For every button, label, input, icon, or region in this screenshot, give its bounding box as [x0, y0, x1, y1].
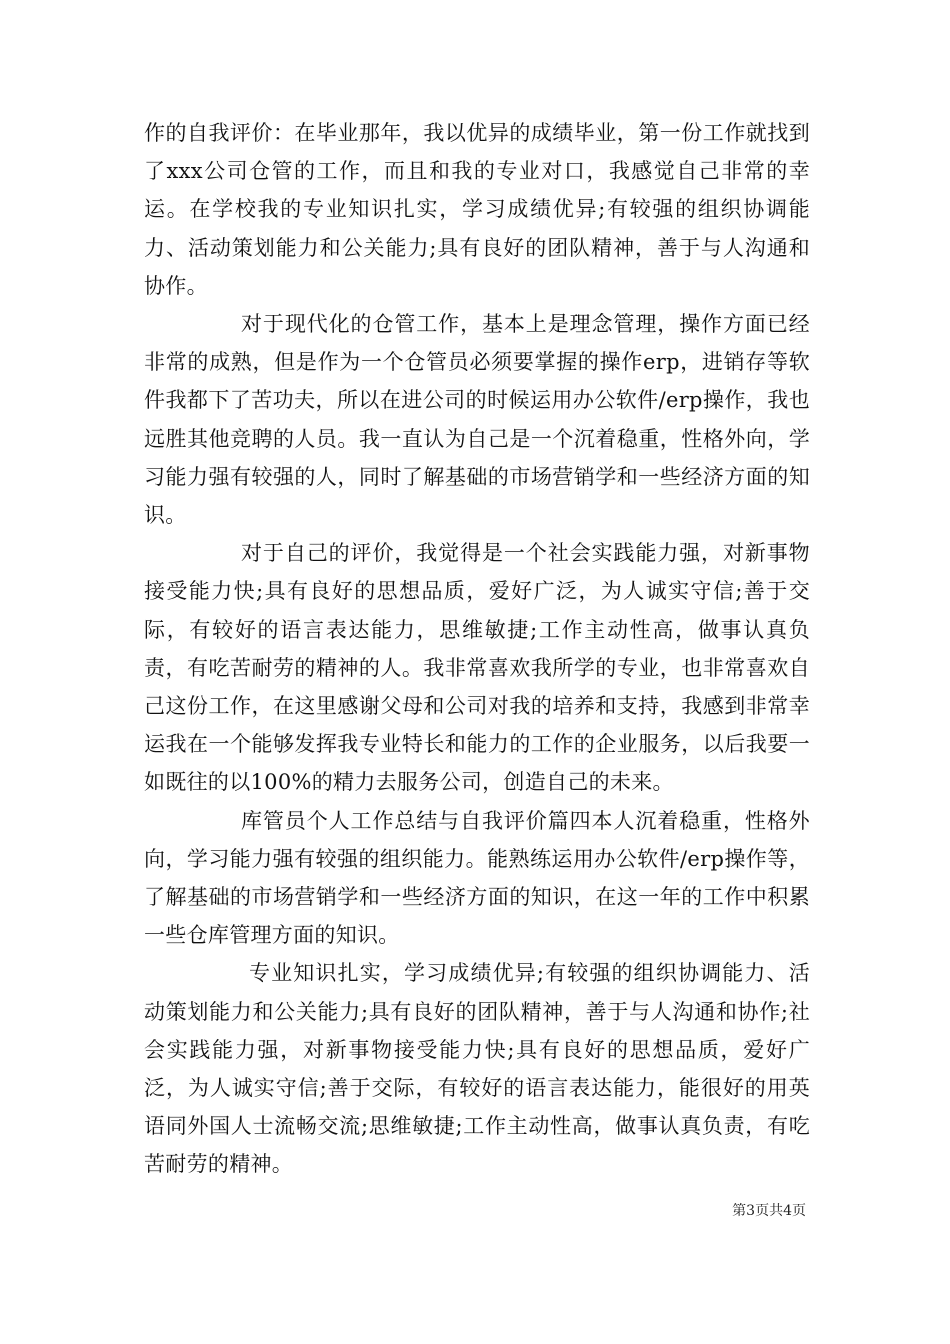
document-body [144, 114, 810, 1184]
paragraph-3: 对于自己的评价，我觉得是一个社会实践能力强，对新事物接受能力快;具有良好的思想品质，爱好广泛，为人诚实守信;善于交际，有较好的语言表达能力，思维敏捷;工作主动性高，做事认真负责，有吃苦耐劳的精神的人。我非常喜欢我所学的专业，也非常喜欢自己这份工作，在这里感谢父母和公司对我的培养和支持，我感到非常幸运我在一个能够发挥我专业特长和能力的工作的企业服务，以后我要一如既往的以100%的精力去服务公司，创造自己的未来。 [144, 541, 810, 795]
page-number-footer: 第3页共4页 [732, 1203, 806, 1219]
paragraph-1: 作的自我评价：在毕业那年，我以优异的成绩毕业，第一份工作就找到了xxx公司仓管的工作，而且和我的专业对口，我感觉自己非常的幸运。在学校我的专业知识扎实，学习成绩优异;有较强的组织协调能力、活动策划能力和公关能力;具有良好的团队精神，善于与人沟通和协作。 [144, 121, 810, 298]
paragraph-5: 专业知识扎实，学习成绩优异;有较强的组织协调能力、活动策划能力和公关能力;具有良好的团队精神，善于与人沟通和协作;社会实践能力强，对新事物接受能力快;具有良好的思想品质，爱好广泛，为人诚实守信;善于交际，有较好的语言表达能力，能很好的用英语同外国人士流畅交流;思维敏捷;工作主动性高，做事认真负责，有吃苦耐劳的精神。 [144, 961, 810, 1177]
paragraph-4: 库管员个人工作总结与自我评价篇四本人沉着稳重，性格外向，学习能力强有较强的组织能力。能熟练运用办公软件/erp操作等，了解基础的市场营销学和一些经济方面的知识，在这一年的工作中积累一些仓库管理方面的知识。 [144, 808, 810, 948]
paragraph-2: 对于现代化的仓管工作，基本上是理念管理，操作方面已经非常的成熟，但是作为一个仓管员必须要掌握的操作erp，进销存等软件我都下了苦功夫，所以在进公司的时候运用办公软件/erp操作，我也远胜其他竞聘的人员。我一直认为自己是一个沉着稳重，性格外向，学习能力强有较强的人，同时了解基础的市场营销学和一些经济方面的知识。 [144, 312, 810, 528]
